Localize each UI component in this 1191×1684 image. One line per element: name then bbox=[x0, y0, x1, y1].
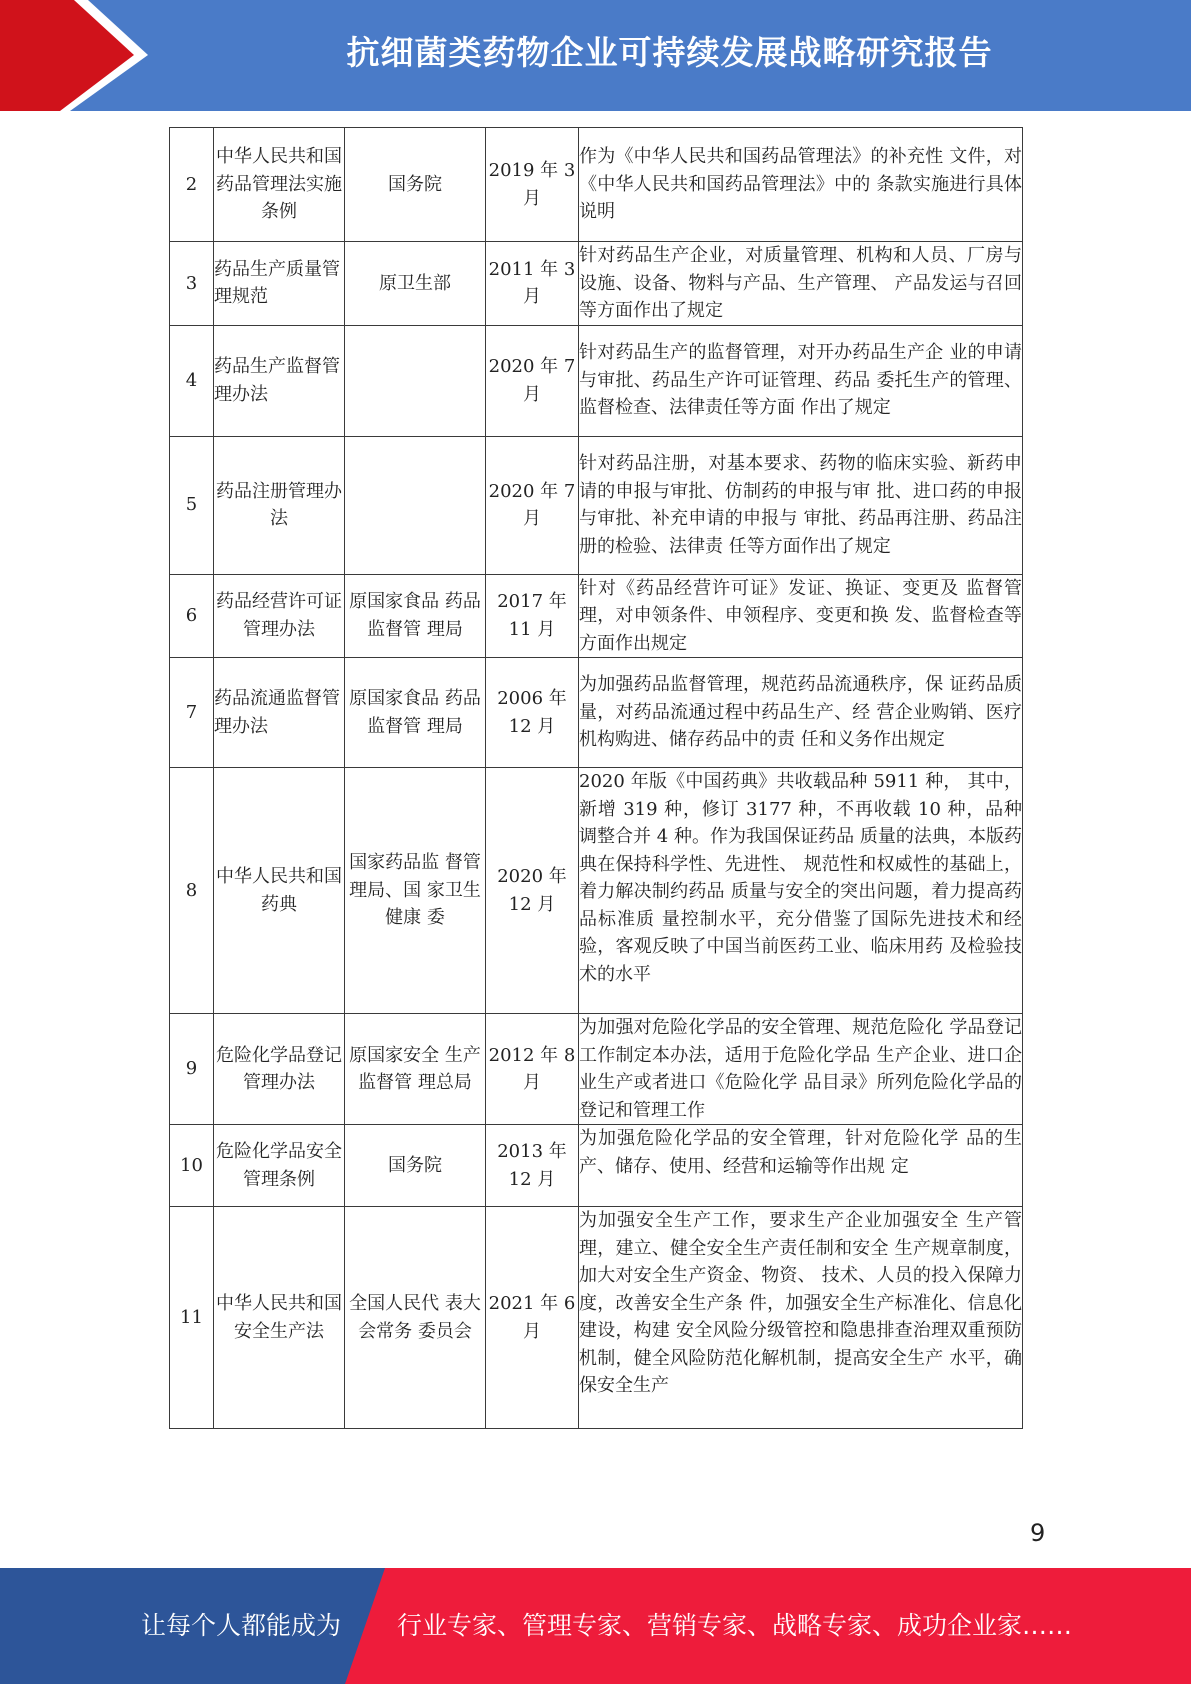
regulation-description: 作为《中华人民共和国药品管理法》的补充性 文件，对《中华人民共和国药品管理法》中的 条款实施进行具体说明 bbox=[579, 128, 1023, 242]
table-row bbox=[170, 325, 1023, 436]
issuing-authority: 全国人民代 表大会常务 委员会 bbox=[345, 1207, 486, 1429]
row-number: 3 bbox=[170, 242, 214, 326]
row-number: 11 bbox=[170, 1207, 214, 1429]
regulation-name: 药品生产监督管理办法 bbox=[214, 325, 345, 436]
regulation-description: 针对药品注册，对基本要求、药物的临床实验、新药申请的申报与审批、仿制药的申报与审 批、进口药的申报与审批、补充申请的申报与 审批、药品再注册、药品注册的检验、法律责 任等方面作出了规定 bbox=[579, 436, 1023, 574]
table-row bbox=[170, 1014, 1023, 1125]
page-footer bbox=[0, 1568, 1191, 1684]
row-number: 5 bbox=[170, 436, 214, 574]
issue-date: 2006 年 12 月 bbox=[486, 658, 579, 768]
table-row bbox=[170, 658, 1023, 768]
regulation-name: 药品注册管理办法 bbox=[214, 436, 345, 574]
issuing-authority: 国务院 bbox=[345, 128, 486, 242]
issuing-authority: 国务院 bbox=[345, 1125, 486, 1207]
regulation-description: 为加强对危险化学品的安全管理、规范危险化 学品登记工作制定本办法，适用于危险化学品 生产企业、进口企业生产或者进口《危险化学 品目录》所列危险化学品的登记和管理工作 bbox=[579, 1014, 1023, 1125]
regulation-name: 中华人民共和国药品管理法实施条例 bbox=[214, 128, 345, 242]
table-row bbox=[170, 128, 1023, 242]
report-title: 抗细菌类药物企业可持续发展战略研究报告 bbox=[346, 33, 993, 72]
footer-slogan-left: 让每个人都能成为 bbox=[141, 1611, 342, 1640]
issue-date: 2020 年 12 月 bbox=[486, 768, 579, 1014]
regulation-description: 针对药品生产企业，对质量管理、机构和人员、厂房与设施、设备、物料与产品、生产管理、 产品发运与召回等方面作出了规定 bbox=[579, 242, 1023, 326]
issue-date: 2012 年 8 月 bbox=[486, 1014, 579, 1125]
issuing-authority: 原卫生部 bbox=[345, 242, 486, 326]
row-number: 4 bbox=[170, 325, 214, 436]
row-number: 2 bbox=[170, 128, 214, 242]
regulation-name: 药品经营许可证管理办法 bbox=[214, 574, 345, 658]
regulation-description: 针对《药品经营许可证》发证、换证、变更及 监督管理，对申领条件、申领程序、变更和换 发、监督检查等方面作出规定 bbox=[579, 574, 1023, 658]
row-number: 7 bbox=[170, 658, 214, 768]
table-row bbox=[170, 768, 1023, 1014]
table-row bbox=[170, 1125, 1023, 1207]
issuing-authority bbox=[345, 436, 486, 574]
issuing-authority: 原国家食品 药品监督管 理局 bbox=[345, 658, 486, 768]
table-row bbox=[170, 242, 1023, 326]
issuing-authority: 国家药品监 督管理局、国 家卫生健康 委 bbox=[345, 768, 486, 1014]
page-number: 9 bbox=[1030, 1519, 1046, 1547]
table-row bbox=[170, 436, 1023, 574]
regulation-name: 危险化学品安全管理条例 bbox=[214, 1125, 345, 1207]
page-header bbox=[0, 0, 1191, 111]
row-number: 6 bbox=[170, 574, 214, 658]
issue-date: 2021 年 6 月 bbox=[486, 1207, 579, 1429]
regulation-description: 2020 年版《中国药典》共收载品种 5911 种， 其中，新增 319 种，修订 3177 种，不再收载 10 种，品种调整合并 4 种。作为我国保证药品 质量的法典，本版药典在保持科学性、先进性、 规范性和权威性的基础上，着力解决制约药品 质量与安全的突出问题，着力提高药品标准质 量控制水平，充分借鉴了国际先进技术和经 验，客观反映了中国当前医药工业、临床用药 及检验技术的水平 bbox=[579, 768, 1023, 1014]
regulation-description: 为加强药品监督管理，规范药品流通秩序，保 证药品质量，对药品流通过程中药品生产、经 营企业购销、医疗机构购进、储存药品中的责 任和义务作出规定 bbox=[579, 658, 1023, 768]
regulation-name: 药品流通监督管理办法 bbox=[214, 658, 345, 768]
row-number: 9 bbox=[170, 1014, 214, 1125]
issue-date: 2020 年 7 月 bbox=[486, 436, 579, 574]
issue-date: 2013 年 12 月 bbox=[486, 1125, 579, 1207]
regulation-name: 危险化学品登记管理办法 bbox=[214, 1014, 345, 1125]
issuing-authority: 原国家安全 生产监督管 理总局 bbox=[345, 1014, 486, 1125]
row-number: 10 bbox=[170, 1125, 214, 1207]
regulation-description: 为加强安全生产工作，要求生产企业加强安全 生产管理，建立、健全安全生产责任制和安全 生产规章制度，加大对安全生产资金、物资、 技术、人员的投入保障力度，改善安全生产条 件，加强安全生产标准化、信息化建设，构建 安全风险分级管控和隐患排查治理双重预防 机制，健全风险防范化解机制，提高安全生产 水平，确保安全生产 bbox=[579, 1207, 1023, 1429]
footer-slogan-right: 行业专家、管理专家、营销专家、战略专家、成功企业家…… bbox=[397, 1611, 1073, 1640]
regulation-name: 中华人民共和国安全生产法 bbox=[214, 1207, 345, 1429]
regulation-name: 中华人民共和国药典 bbox=[214, 768, 345, 1014]
table-row bbox=[170, 1207, 1023, 1429]
table-row bbox=[170, 574, 1023, 658]
regulation-description: 针对药品生产的监督管理，对开办药品生产企 业的申请与审批、药品生产许可证管理、药品 委托生产的管理、监督检查、法律责任等方面 作出了规定 bbox=[579, 325, 1023, 436]
issue-date: 2020 年 7 月 bbox=[486, 325, 579, 436]
issue-date: 2019 年 3 月 bbox=[486, 128, 579, 242]
issue-date: 2011 年 3 月 bbox=[486, 242, 579, 326]
regulation-description: 为加强危险化学品的安全管理，针对危险化学 品的生产、储存、使用、经营和运输等作出规 定 bbox=[579, 1125, 1023, 1207]
regulation-name: 药品生产质量管理规范 bbox=[214, 242, 345, 326]
regulations-table bbox=[169, 127, 1023, 1429]
issuing-authority bbox=[345, 325, 486, 436]
issue-date: 2017 年 11 月 bbox=[486, 574, 579, 658]
issuing-authority: 原国家食品 药品监督管 理局 bbox=[345, 574, 486, 658]
row-number: 8 bbox=[170, 768, 214, 1014]
